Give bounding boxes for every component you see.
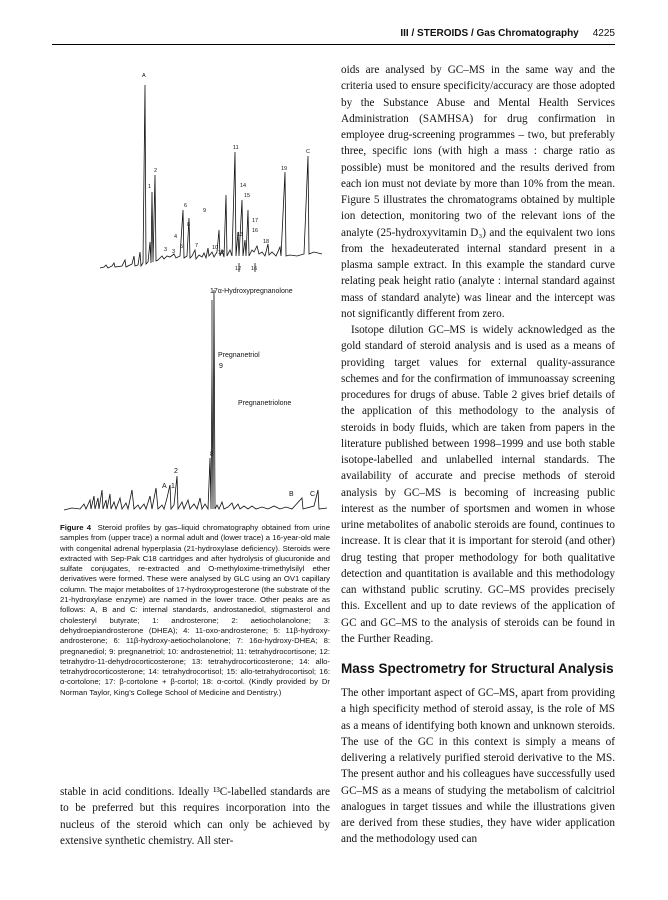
upper-label-19: 19 xyxy=(281,166,288,172)
section-heading: Mass Spectrometry for Structural Analysis xyxy=(341,661,614,676)
upper-label-C: C xyxy=(306,149,310,155)
upper-label-16: 16 xyxy=(252,228,259,234)
right-paragraph-3: The other important aspect of GC–MS, apart from providing a high specificity method of steroid assay, is the role of MS as a means of identifying both known and unknown steroids. The use of the GC in this context is simply a means of delivering a relatively purified steroid derivative to the MS. The present author and his colleagues have successfully used GC–MS as a means of studying the metabolism of calcitriol analogues in target tissues and while the illustrations given are derived from these studies, they have wider application and the methodology used can xyxy=(341,687,615,846)
upper-label-2: 2 xyxy=(154,168,158,174)
label-peak-8: 8 xyxy=(210,451,214,458)
left-body-text: stable in acid conditions. Ideally ¹³C-labelled standards are to be preferred but this requires incorporation into the nucleus of the steroid which can only be achieved by extensive synthetic chemistry. All ster- xyxy=(60,786,330,847)
upper-label-12: 12 xyxy=(218,250,225,256)
label-peak-2: 2 xyxy=(174,468,178,475)
label-peak-C: C xyxy=(310,491,316,498)
running-title: III / STEROIDS / Gas Chromatography xyxy=(400,28,579,39)
upper-label-13: 13 xyxy=(237,232,244,238)
upper-label-17: 17 xyxy=(252,218,259,224)
upper-label-18: 18 xyxy=(263,239,270,245)
chromatogram-svg xyxy=(52,60,332,520)
upper-label-10: 10 xyxy=(212,245,219,251)
upper-label-4: 4 xyxy=(174,234,178,240)
upper-trace xyxy=(100,85,322,272)
upper-arrow-label-12: 12 xyxy=(235,266,242,272)
figure-caption xyxy=(60,523,330,698)
upper-label-3b: 3 xyxy=(172,249,176,255)
label-peak-A: A xyxy=(162,483,167,490)
label-peak-B: B xyxy=(289,491,294,498)
upper-label-11: 11 xyxy=(233,145,239,151)
upper-label-8: 8 xyxy=(187,222,191,228)
running-header xyxy=(340,28,615,39)
upper-label-7: 7 xyxy=(195,243,199,249)
chromatogram-figure xyxy=(52,60,332,520)
upper-label-1: 1 xyxy=(148,184,152,190)
label-17a-hydroxypregnanolone: 17α-Hydroxypregnanolone xyxy=(210,288,293,295)
upper-label-6: 6 xyxy=(184,203,188,209)
right-column xyxy=(341,62,615,848)
upper-label-5: 5 xyxy=(180,244,184,250)
figure-label: Figure 4 xyxy=(60,523,92,532)
lower-trace-annotations xyxy=(162,288,315,498)
figure-caption-text: Steroid profiles by gas–liquid chromatography obtained from urine samples from (upper trace) a normal adult and (lower trace) a 16-year-old male with congenital adrenal hyperplasia (21-hydroxylase deficiency). Steroids were extracted with Sep-Pak C18 cartridges and after hydrolysis of glucuronide and sulfate conjugates, re-extracted and O-methyloxime-trimethylsilyl ether derivatives were formed. These were analysed by GLC using an OV1 capillary column. The major metabolites of 17-hydroxyprogesterone (the substrate of the 21-hydroxylase enzyme) are named in the lower trace. Other peaks are as follows: A, B and C: internal standards, androstanediol, stigmasterol and cholesteryl butyrate; 1: androsterone; 2: aetiocholanolone; 3: dehydroepiandrosterone (DHEA); 4: 11-oxo-androsterone; 5: 11β-hydroxy-androsterone; 6: 11β-hydroxy-aetiocholanolone; 7: 16α-hydroxy-DHEA; 8: pregnanediol; 9: pregnanetriol; 10: androstenetriol; 11: tetrahydrocortisone; 12: tetrahydro-11-dehydrocorticosterone; 13: tetrahydrocorticosterone; 14: allo-tetrahydrocorticosterone; 14: tetrahydrocortisol; 15: allo-tetrahydrocortisol; 16: α-cortolone; 17: β-cortolone + β-cortol; 18: α-cortol. (Kindly provided by Dr Norman Taylor, King’s College School of Medicine and Dentistry.) xyxy=(60,523,330,697)
label-pregnanetriol-number: 9 xyxy=(219,363,223,370)
upper-label-A: A xyxy=(142,73,146,79)
right-paragraph-2: Isotope dilution GC–MS is widely acknowledged as the gold standard of steroid analysis and is used as a means of providing target values for external quality-assurance schemes and for the confirmation of immunoassay screening procedures for drugs of abuse. Table 2 gives brief details of the application of this methodology to the analysis of steroids in body fluids, which are taken from papers in the literature published between 1998–1999 and use both stable isotope-labelled and unlabelled internal standards. The availability of accurate and precise methods of steroid analysis by GC–MS is becoming of increasing public interest as the number of sportsmen and women in whose urine metabolites of anabolic steroids are found, continues to increase. It is clear that it is important for steroid (and other) drug testing that proper methodology for both qualitative detection and quantitation is available and this methodology can withstand public scrutiny. GC–MS provides precisely this. Excellent and up to date reviews of the application of GC and GC–MS to the analysis of steroids can be found in the Further Reading. xyxy=(341,324,615,645)
upper-arrow-label-16: 16 xyxy=(251,266,258,272)
upper-label-9: 9 xyxy=(203,208,207,214)
upper-label-3: 3 xyxy=(164,247,168,253)
label-pregnanetriol: Pregnanetriol xyxy=(218,352,260,359)
upper-trace-line xyxy=(100,85,322,268)
page-number: 4225 xyxy=(592,28,615,39)
header-rule xyxy=(52,44,615,45)
upper-label-15: 15 xyxy=(244,193,251,199)
label-peak-1: 1 xyxy=(171,483,175,490)
upper-label-14: 14 xyxy=(240,183,247,189)
right-paragraph-1: oids are analysed by GC–MS in the same way and the criteria used to ensure specificity/accuracy are those adopted by the Substance Abuse and Mental Health Services Administration (SAMHSA) for drug confirmation in employee drug-screening programmes – two, but preferably three, specific ions (with high a mass : charge ratio as possible) must be monitored and the results derived from each ion must not deviate by more than 10% from the mean. Figure 5 illustrates the chromatograms obtained by multiple ion detection, monitoring two of the relevant ions of the analyte (25-hydroxyvitamin D₃) and the equivalent two ions from the hexadeuterated internal standard present in a plasma sample extract. In this example the standard curve relating peak height ratio (analyte : internal standard against mass of standard analyte) was linear and the intercept was not significantly different from zero. xyxy=(341,64,615,320)
label-pregnanetriolone: Pregnanetriolone xyxy=(238,400,292,407)
